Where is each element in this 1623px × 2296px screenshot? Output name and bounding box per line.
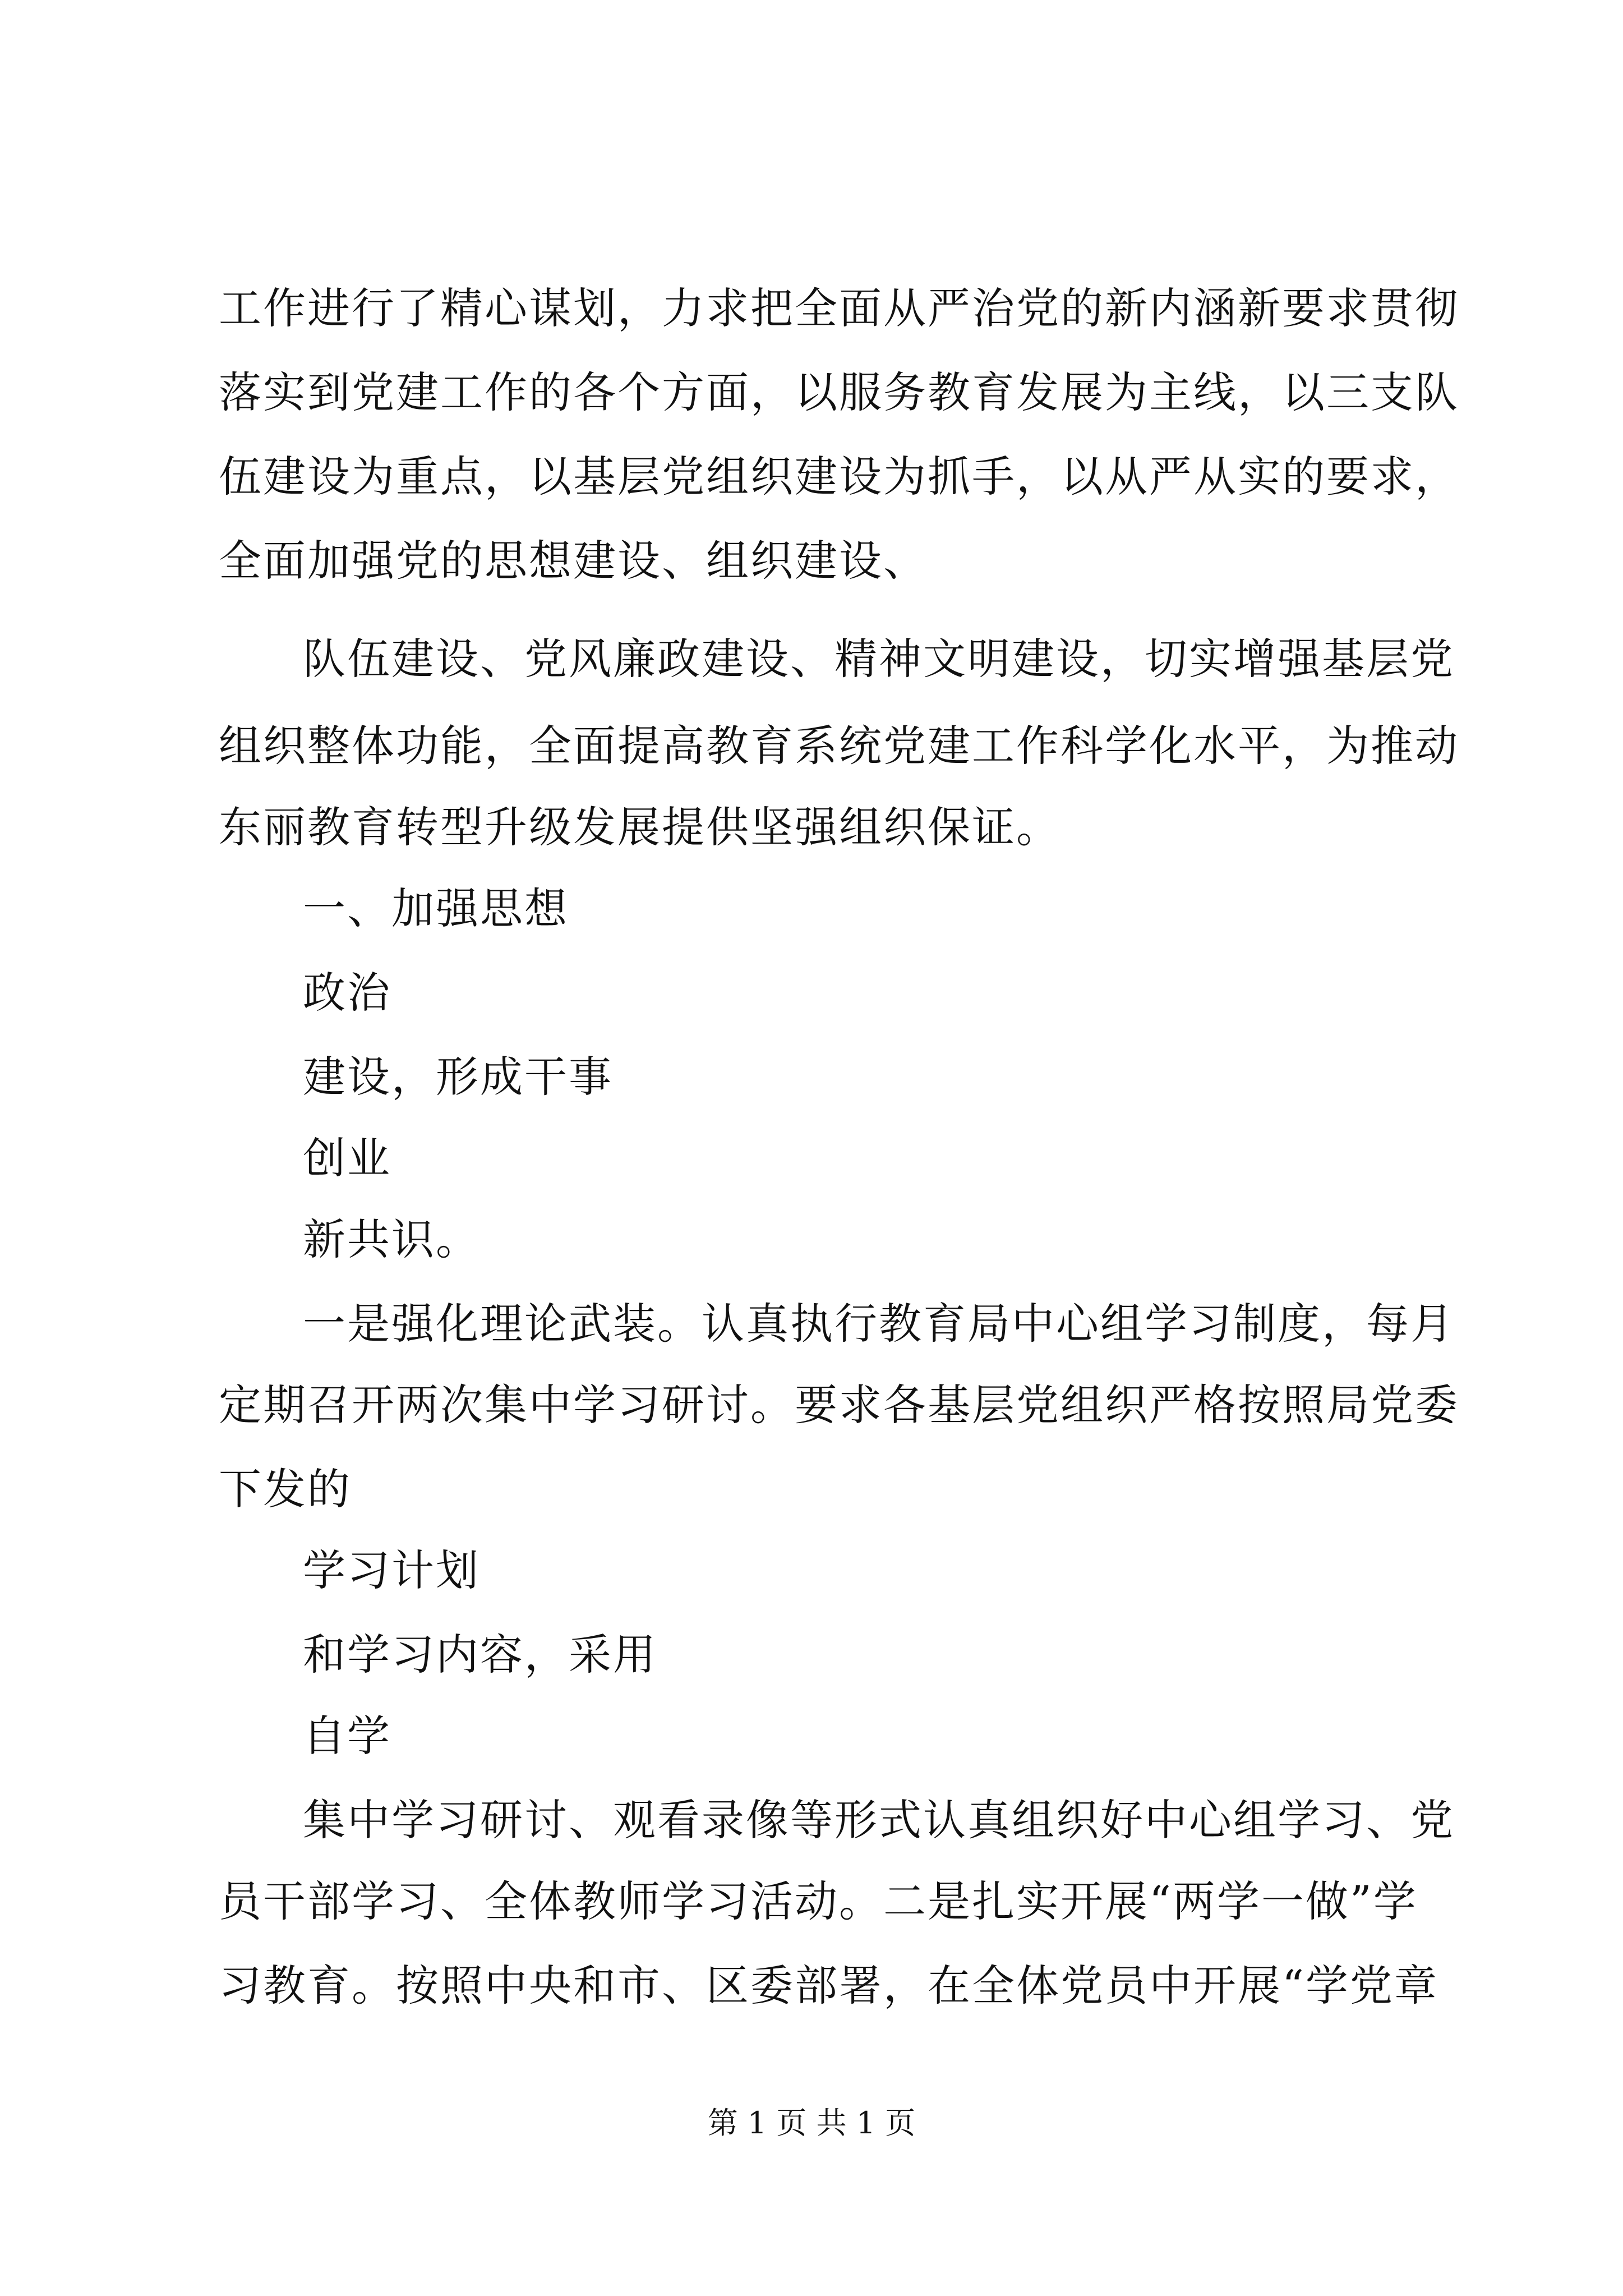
text-line: 全面加强党的思想建设、组织建设、 [219, 536, 928, 586]
text-line: 工作进行了精心谋划，力求把全面从严治党的新内涵新要求贯彻 [219, 283, 1459, 333]
text-line: 新共识。 [303, 1214, 480, 1264]
text-line: 习教育。按照中央和市、区委部署，在全体党员中开展“学党章 [219, 1961, 1438, 2010]
text-line: 定期召开两次集中学习研讨。要求各基层党组织严格按照局党委 [219, 1380, 1459, 1430]
text-line: 学习计划 [303, 1545, 480, 1595]
text-line: 伍建设为重点，以基层党组织建设为抓手，以从严从实的要求， [219, 452, 1459, 501]
text-line: 自学 [303, 1711, 391, 1761]
text-line: 队伍建设、党风廉政建设、精神文明建设，切实增强基层党 [303, 634, 1455, 684]
text-line: 员干部学习、全体教师学习活动。二是扎实开展“两学一做”学 [219, 1876, 1418, 1926]
text-line: 落实到党建工作的各个方面，以服务教育发展为主线，以三支队 [219, 367, 1459, 417]
text-line: 东丽教育转型升级发展提供坚强组织保证。 [219, 802, 1061, 852]
text-line: 创业 [303, 1133, 391, 1183]
section-heading: 一、加强思想 [303, 884, 569, 933]
text-line: 集中学习研讨、观看录像等形式认真组织好中心组学习、党 [303, 1795, 1455, 1845]
text-line: 政治 [303, 968, 391, 1018]
text-line: 下发的 [219, 1464, 352, 1514]
page-footer: 第 1 页 共 1 页 [707, 2105, 916, 2141]
text-line: 一是强化理论武装。认真执行教育局中心组学习制度，每月 [303, 1299, 1455, 1349]
text-line: 建设，形成干事 [303, 1052, 613, 1102]
text-line: 和学习内容，采用 [303, 1630, 657, 1680]
text-line: 组织整体功能，全面提高教育系统党建工作科学化水平，为推动 [219, 721, 1459, 771]
